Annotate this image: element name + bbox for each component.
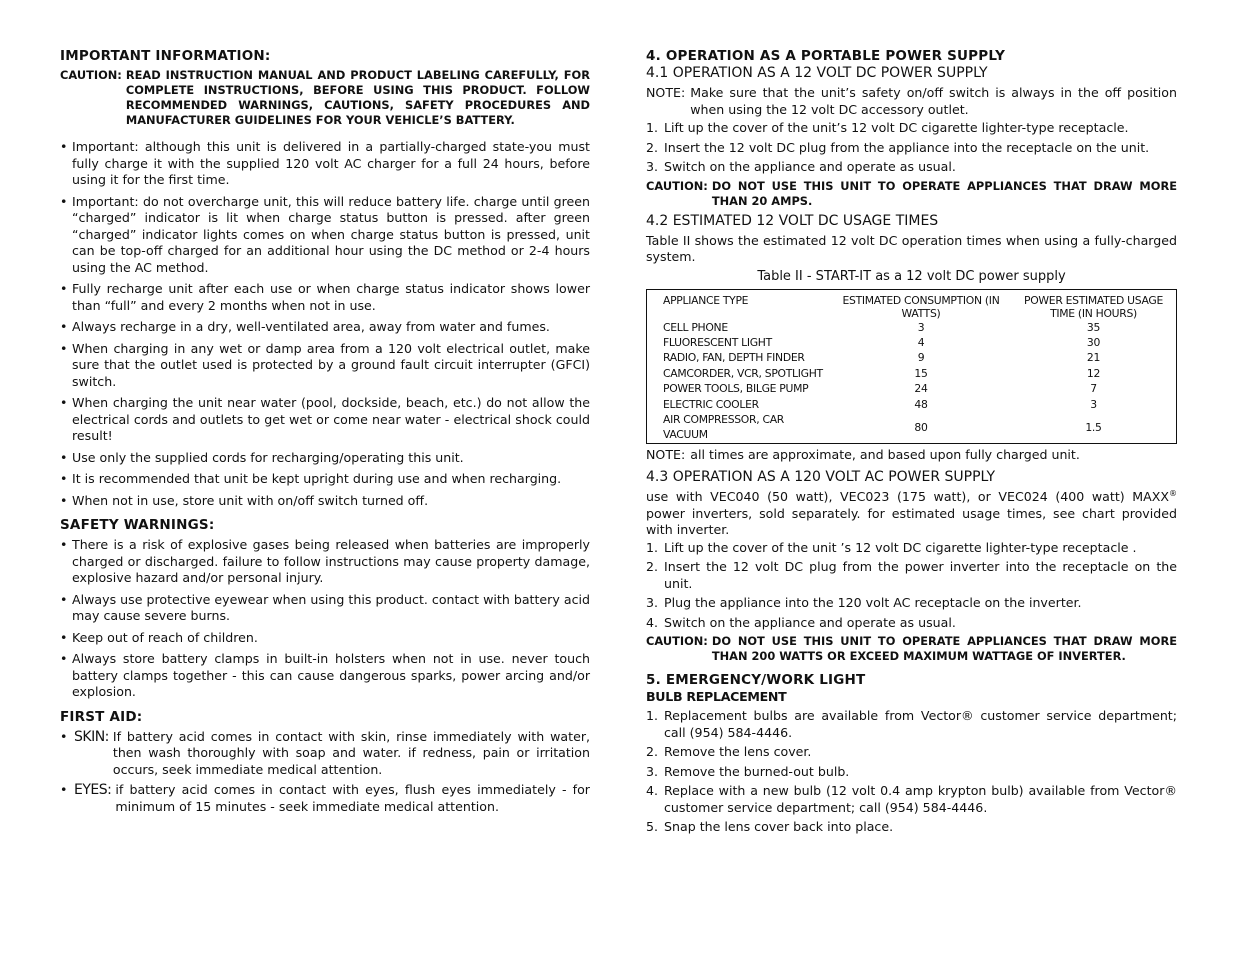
list-item bbox=[60, 319, 590, 336]
bullet: • bbox=[60, 537, 68, 552]
first-aid-text: if battery acid comes in contact with eyes, flush eyes immediately - for minimum of 15 minutes - seek immediate medical attention. bbox=[115, 782, 590, 814]
sec43-text-a: use with VEC040 (50 watt), VEC023 (175 watt), or VEC024 (400 watt) MAXX bbox=[646, 489, 1169, 505]
sec42-text: Table II shows the estimated 12 volt DC operation times when using a fully-charged system. bbox=[646, 232, 1177, 264]
sec5-steps bbox=[646, 708, 1177, 836]
step-item bbox=[646, 540, 1177, 557]
list-item-text: When not in use, store unit with on/off switch turned off. bbox=[72, 492, 429, 508]
table-cell: POWER TOOLS, BILGE PUMP bbox=[663, 382, 809, 396]
list-item-text: Always recharge in a dry, well-ventilated area, away from water and fumes. bbox=[72, 319, 550, 334]
table-title: Table II - START-IT as a 12 volt DC power supply bbox=[757, 268, 1066, 284]
table-row bbox=[647, 366, 1177, 381]
bullet: • bbox=[60, 591, 68, 607]
list-item bbox=[60, 651, 590, 701]
table-cell: 3 bbox=[917, 320, 925, 334]
sec43-text bbox=[646, 489, 1177, 539]
table-cell: 48 bbox=[914, 397, 928, 411]
safety-heading: SAFETY WARNINGS: bbox=[60, 517, 215, 533]
step-item bbox=[646, 140, 1177, 157]
first-aid-item bbox=[60, 782, 590, 815]
step-text: Replace with a new bulb (12 volt 0.4 amp krypton bulb) available from Vector® customer service department; call (954) 584-4446. bbox=[664, 783, 1177, 815]
table-cell: 80 bbox=[914, 420, 928, 434]
step-number: 1. bbox=[646, 539, 659, 555]
table-header-consumption: ESTIMATED CONSUMPTION (IN WATTS) bbox=[842, 293, 1000, 320]
list-item-text: Use only the supplied cords for recharging/operating this unit. bbox=[72, 449, 464, 465]
step-item bbox=[646, 559, 1177, 592]
first-aid-label: SKIN: bbox=[74, 728, 109, 745]
step-number: 4. bbox=[646, 783, 659, 799]
first-aid-text: If battery acid comes in contact with skin, rinse immediately with water, then wash thoroughly with soap and water. if redness, pain or irritation occurs, seek immediate medical attention. bbox=[112, 728, 590, 777]
step-number: 3. bbox=[646, 159, 659, 174]
table-row bbox=[647, 381, 1177, 396]
step-text: Insert the 12 volt DC plug from the power inverter into the receptacle on the unit. bbox=[664, 559, 1177, 591]
table-cell: CELL PHONE bbox=[663, 320, 728, 334]
sec43-heading: 4.3 OPERATION AS A 120 VOLT AC POWER SUPPLY bbox=[646, 469, 996, 486]
bullet: • bbox=[60, 449, 68, 465]
caution-label: CAUTION: bbox=[646, 634, 708, 649]
list-item bbox=[60, 450, 590, 467]
list-item-text: Always store battery clamps in built-in holsters when not in use. never touch battery clamps together - this can cause dangerous sparks, power arcing and/or explosion. bbox=[72, 651, 590, 699]
left-column bbox=[60, 48, 590, 819]
right-column bbox=[646, 48, 1177, 839]
sec5-heading: 5. EMERGENCY/WORK LIGHT bbox=[646, 672, 866, 689]
step-item bbox=[646, 819, 1177, 836]
sec43-text-b: power inverters, sold separately. for estimated usage times, see chart provided with inverter. bbox=[646, 505, 1177, 538]
list-item-text: Keep out of reach of children. bbox=[72, 629, 258, 645]
table-header-appliance: APPLIANCE TYPE bbox=[663, 293, 749, 307]
table-row bbox=[647, 412, 1177, 443]
step-text: Snap the lens cover back into place. bbox=[664, 819, 894, 835]
step-number: 1. bbox=[646, 708, 659, 724]
table-header-usage: POWER ESTIMATED USAGE TIME (IN HOURS) bbox=[1024, 293, 1163, 320]
step-number: 4. bbox=[646, 614, 659, 630]
table-cell: 30 bbox=[1086, 335, 1101, 349]
bullet: • bbox=[60, 629, 68, 645]
bullet: • bbox=[60, 193, 68, 209]
caution-text: READ INSTRUCTION MANUAL AND PRODUCT LABELING CAREFULLY, FOR COMPLETE INSTRUCTIONS, BEFORE USING THIS PRODUCT. FOLLOW RECOMMENDED WARNINGS, CAUTIONS, SAFETY PROCEDURES AND MANUFACTURER GUIDELINES FOR YOUR VEHICLE’S BATTERY. bbox=[125, 68, 590, 127]
table-cell: 12 bbox=[1086, 366, 1101, 380]
table-cell: CAMCORDER, VCR, SPOTLIGHT bbox=[663, 366, 823, 380]
sec43-steps bbox=[646, 540, 1177, 632]
list-item bbox=[60, 395, 590, 445]
sec43-caution bbox=[646, 634, 1177, 664]
step-text: Lift up the cover of the unit’s 12 volt DC cigarette lighter-type receptacle. bbox=[664, 120, 1129, 135]
list-item bbox=[60, 194, 590, 277]
table-row bbox=[647, 335, 1177, 350]
sec41-note bbox=[646, 85, 1177, 118]
list-item-text: When charging the unit near water (pool, dockside, beach, etc.) do not allow the electrical cords and outlets to get wet or come near water - electrical shock could result! bbox=[72, 395, 590, 443]
step-number: 2. bbox=[646, 559, 659, 575]
sec4-heading: 4. OPERATION AS A PORTABLE POWER SUPPLY bbox=[646, 48, 1006, 64]
caution-block bbox=[60, 68, 590, 128]
list-item bbox=[60, 139, 590, 189]
list-item-text: Important: do not overcharge unit, this will reduce battery life. charge until green “charged” indicator is lit when charge status button is pressed. after green “charged” indicator lights comes on when charge status button is pressed, unit can be top-off charged for an additional hour using the DC method or 2-4 hours using the AC method. bbox=[72, 193, 590, 275]
sec42-heading: 4.2 ESTIMATED 12 VOLT DC USAGE TIMES bbox=[646, 212, 939, 229]
step-number: 3. bbox=[646, 763, 659, 779]
table-row bbox=[647, 320, 1177, 335]
note-label: NOTE: bbox=[646, 446, 686, 462]
table-cell: AIR COMPRESSOR, CAR VACUUM bbox=[663, 412, 784, 442]
list-item-text: Fully recharge unit after each use or when charge status indicator shows lower than “full” and every 2 months when not in use. bbox=[72, 281, 590, 313]
important-heading: IMPORTANT INFORMATION: bbox=[60, 48, 271, 64]
table-cell: 9 bbox=[917, 351, 925, 365]
table-cell: 24 bbox=[914, 382, 928, 396]
step-text: Lift up the cover of the unit ’s 12 volt DC cigarette lighter-type receptacle . bbox=[664, 539, 1137, 555]
step-item bbox=[646, 615, 1177, 632]
step-number: 1. bbox=[646, 120, 659, 135]
table-note-text: all times are approximate, and based upon fully charged unit. bbox=[690, 446, 1080, 462]
registered-mark: ® bbox=[1169, 489, 1177, 499]
bulb-heading: BULB REPLACEMENT bbox=[646, 689, 787, 705]
bullet: • bbox=[60, 782, 68, 797]
step-text: Switch on the appliance and operate as usual. bbox=[664, 614, 956, 630]
first-aid-label: EYES: bbox=[74, 782, 112, 798]
bullet: • bbox=[60, 281, 68, 296]
sec43-caution-text: DO NOT USE THIS UNIT TO OPERATE APPLIANCES THAT DRAW MORE THAN 200 WATTS OR EXCEED MAXIMUM WATTAGE OF INVERTER. bbox=[711, 634, 1177, 664]
sec41-steps bbox=[646, 120, 1177, 176]
sec41-note-text: Make sure that the unit’s safety on/off switch is always in the off position when using the 12 volt DC accessory outlet. bbox=[690, 85, 1177, 117]
step-text: Plug the appliance into the 120 volt AC receptacle on the inverter. bbox=[664, 595, 1082, 611]
first-aid-heading: FIRST AID: bbox=[60, 708, 143, 725]
list-item bbox=[60, 630, 590, 647]
list-item-text: It is recommended that unit be kept upright during use and when recharging. bbox=[72, 471, 562, 486]
list-item bbox=[60, 493, 590, 510]
step-text: Replacement bulbs are available from Vector® customer service department; call (954) 584-4446. bbox=[664, 708, 1177, 740]
table-cell: ELECTRIC COOLER bbox=[663, 397, 759, 411]
table-cell: 3 bbox=[1090, 397, 1097, 411]
table-cell: 15 bbox=[914, 366, 928, 380]
bullet: • bbox=[60, 139, 68, 154]
table-row bbox=[647, 397, 1177, 412]
sec41-caution-text: DO NOT USE THIS UNIT TO OPERATE APPLIANCES THAT DRAW MORE THAN 20 AMPS. bbox=[711, 178, 1177, 208]
table-cell: 1.5 bbox=[1085, 420, 1102, 434]
table-cell: 7 bbox=[1090, 382, 1097, 396]
caution-label: CAUTION: bbox=[646, 178, 708, 193]
step-number: 3. bbox=[646, 595, 659, 611]
step-number: 5. bbox=[646, 819, 659, 835]
list-item bbox=[60, 537, 590, 587]
first-aid-item bbox=[60, 729, 590, 779]
step-text: Remove the burned-out bulb. bbox=[664, 763, 850, 779]
bullet: • bbox=[60, 651, 68, 666]
list-item bbox=[60, 281, 590, 314]
bullet: • bbox=[60, 471, 68, 486]
step-number: 2. bbox=[646, 139, 659, 155]
step-item bbox=[646, 744, 1177, 761]
step-text: Insert the 12 volt DC plug from the appliance into the receptacle on the unit. bbox=[664, 139, 1150, 155]
list-item-text: Always use protective eyewear when using this product. contact with battery acid may cause severe burns. bbox=[72, 591, 590, 623]
table-cell: 35 bbox=[1086, 320, 1101, 334]
table-cell: 4 bbox=[917, 335, 925, 349]
bullet: • bbox=[60, 340, 68, 356]
list-item bbox=[60, 471, 590, 488]
caution-label: CAUTION: bbox=[60, 68, 122, 82]
table-header-row bbox=[647, 289, 1177, 320]
step-item bbox=[646, 764, 1177, 781]
first-aid-list bbox=[60, 729, 590, 816]
step-text: Switch on the appliance and operate as usual. bbox=[664, 159, 956, 174]
note-label: NOTE: bbox=[646, 85, 686, 100]
safety-list bbox=[60, 537, 590, 701]
table-row bbox=[647, 350, 1177, 365]
step-item bbox=[646, 708, 1177, 741]
bullet: • bbox=[60, 728, 68, 744]
list-item-text: When charging in any wet or damp area from a 120 volt electrical outlet, make sure that the outlet used is protected by a ground fault circuit interrupter (GFCI) switch. bbox=[72, 340, 590, 389]
step-text: Remove the lens cover. bbox=[664, 744, 812, 760]
table-body bbox=[647, 320, 1177, 444]
list-item-text: There is a risk of explosive gases being released when batteries are improperly charged or discharged. failure to follow instructions may cause property damage, explosive hazard and/or personal injury. bbox=[72, 537, 590, 585]
sec41-heading: 4.1 OPERATION AS A 12 VOLT DC POWER SUPPLY bbox=[646, 65, 988, 81]
step-item bbox=[646, 595, 1177, 612]
bullet: • bbox=[60, 319, 68, 334]
step-item bbox=[646, 159, 1177, 176]
bullet: • bbox=[60, 395, 68, 410]
table-cell: RADIO, FAN, DEPTH FINDER bbox=[663, 351, 805, 365]
usage-table bbox=[646, 289, 1177, 444]
table-cell: FLUORESCENT LIGHT bbox=[663, 335, 772, 349]
table-note bbox=[646, 447, 1177, 464]
important-list bbox=[60, 139, 590, 509]
bullet: • bbox=[60, 492, 68, 508]
list-item bbox=[60, 341, 590, 391]
table-cell: 21 bbox=[1086, 351, 1101, 365]
step-number: 2. bbox=[646, 744, 659, 760]
sec41-caution bbox=[646, 179, 1177, 209]
step-item bbox=[646, 783, 1177, 816]
list-item-text: Important: although this unit is delivered in a partially-charged state-you must fully charge it with the supplied 120 volt AC charger for a full 24 hours, before using it for the first time. bbox=[72, 139, 590, 187]
step-item bbox=[646, 120, 1177, 137]
list-item bbox=[60, 592, 590, 625]
